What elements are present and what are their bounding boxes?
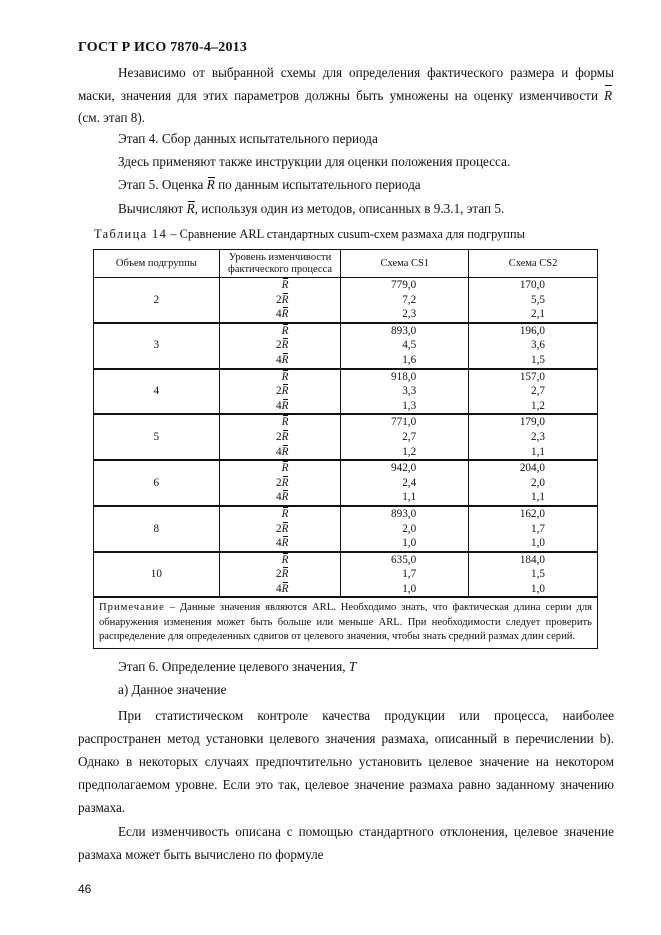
subgroup-size-cell: 8: [94, 506, 220, 552]
cs1-value-cell: 779,0: [341, 278, 469, 293]
cs1-value-cell: 1,0: [341, 582, 469, 598]
variability-level-cell: 2R: [219, 338, 341, 353]
header-subgroup-size: Объем подгруппы: [94, 250, 220, 278]
table-note-row: [94, 597, 598, 648]
table-row: [94, 460, 598, 476]
variability-level-cell: 2R: [219, 522, 341, 537]
cs2-value-cell: 2,1: [469, 307, 598, 323]
cs2-value-cell: 2,3: [469, 430, 598, 445]
subgroup-size-cell: 4: [94, 369, 220, 415]
cs2-value-cell: 2,0: [469, 476, 598, 491]
note-label: Примечание: [99, 602, 165, 614]
variability-level-cell: 2R: [219, 384, 341, 399]
table-header-row: [94, 250, 598, 278]
cs2-value-cell: 2,7: [469, 384, 598, 399]
paragraph-target-line1: При статистическом контроле качества продукции или процесса, наиболее: [118, 708, 614, 723]
paragraph-target-line4: предполагаемом уровне. Если это так, целевое значение размаха равно заданному значению: [78, 777, 614, 792]
cs1-value-cell: 2,3: [341, 307, 469, 323]
cs2-value-cell: 170,0: [469, 278, 598, 293]
cs1-value-cell: 1,2: [341, 445, 469, 461]
header-scheme-cs2: Схема CS2: [469, 250, 598, 278]
variability-level-cell: 4R: [219, 582, 341, 598]
r-bar-symbol: R: [186, 201, 195, 216]
header-variability-level: Уровень изменчивости фактического процесса: [219, 250, 341, 278]
subgroup-size-cell: 3: [94, 323, 220, 369]
variability-level-cell: R: [219, 323, 341, 339]
step4-text: Здесь применяют также инструкции для оценки положения процесса.: [118, 154, 511, 169]
cs1-value-cell: 1,3: [341, 399, 469, 415]
cs1-value-cell: 893,0: [341, 506, 469, 522]
variability-level-cell: 4R: [219, 445, 341, 461]
table-body: [94, 278, 598, 598]
cs2-value-cell: 1,5: [469, 567, 598, 582]
cs2-value-cell: 1,0: [469, 582, 598, 598]
cs1-value-cell: 942,0: [341, 460, 469, 476]
cs2-value-cell: 1,2: [469, 399, 598, 415]
page-number: 46: [78, 882, 92, 896]
target-symbol: T: [348, 659, 357, 674]
paragraph-mask-parameters-line1: Независимо от выбранной схемы для определения фактического размера и формы: [118, 65, 614, 80]
variability-level-cell: 4R: [219, 399, 341, 415]
variability-level-cell: R: [219, 460, 341, 476]
cs1-value-cell: 1,6: [341, 353, 469, 369]
step5-text: [118, 201, 504, 217]
step4-title: Этап 4. Сбор данных испытательного периода: [118, 131, 378, 146]
cs1-value-cell: 771,0: [341, 414, 469, 430]
table-caption-label: Таблица 14: [94, 227, 168, 241]
table-note: [94, 597, 598, 648]
subgroup-size-cell: 10: [94, 552, 220, 598]
variability-level-cell: 2R: [219, 293, 341, 308]
cs2-value-cell: 3,6: [469, 338, 598, 353]
cs1-value-cell: 3,3: [341, 384, 469, 399]
cs1-value-cell: 2,7: [341, 430, 469, 445]
cs1-value-cell: 2,4: [341, 476, 469, 491]
table-row: [94, 414, 598, 430]
cs1-value-cell: 1,1: [341, 490, 469, 506]
step5-title: [118, 177, 421, 193]
cs1-value-cell: 2,0: [341, 522, 469, 537]
table-row: [94, 323, 598, 339]
variability-level-cell: R: [219, 369, 341, 385]
table-caption: [94, 227, 525, 242]
paragraph-mask-parameters-line3: (см. этап 8).: [78, 110, 146, 125]
paragraph-std-dev-line1: Если изменчивость описана с помощью стандартного отклонения, целевое значение: [118, 824, 614, 839]
step6-title: [118, 659, 356, 675]
step5-text-prefix: Вычисляют: [118, 201, 184, 216]
paragraph-mask-line2-text: маски, значения для этих параметров должны быть умножены на оценку изменчивости: [78, 88, 598, 103]
step5-text-suffix: , используя один из методов, описанных в 9.3.1, этап 5.: [194, 201, 505, 216]
r-bar-symbol: R: [206, 177, 215, 192]
variability-level-cell: R: [219, 278, 341, 293]
table-row: [94, 506, 598, 522]
cs2-value-cell: 5,5: [469, 293, 598, 308]
document-header: ГОСТ Р ИСО 7870-4–2013: [78, 40, 248, 55]
variability-level-cell: 4R: [219, 490, 341, 506]
cs2-value-cell: 1,1: [469, 445, 598, 461]
item-a-given-value: а) Данное значение: [118, 682, 227, 697]
cs1-value-cell: 1,7: [341, 567, 469, 582]
table-caption-text: – Сравнение ARL стандартных cusum-схем размаха для подгруппы: [167, 227, 525, 241]
cs2-value-cell: 184,0: [469, 552, 598, 568]
arl-comparison-table: [93, 249, 598, 649]
variability-level-cell: 2R: [219, 476, 341, 491]
variability-level-cell: R: [219, 506, 341, 522]
table-row: [94, 369, 598, 385]
variability-level-cell: 4R: [219, 307, 341, 323]
table-row: [94, 278, 598, 293]
variability-level-cell: 2R: [219, 430, 341, 445]
cs1-value-cell: 4,5: [341, 338, 469, 353]
step5-title-suffix: по данным испытательного периода: [218, 177, 421, 192]
cs2-value-cell: 157,0: [469, 369, 598, 385]
r-bar-symbol: R: [604, 85, 612, 108]
variability-level-cell: R: [219, 414, 341, 430]
variability-level-cell: R: [219, 552, 341, 568]
subgroup-size-cell: 5: [94, 414, 220, 460]
cs1-value-cell: 635,0: [341, 552, 469, 568]
cs2-value-cell: 1,5: [469, 353, 598, 369]
cs2-value-cell: 1,0: [469, 536, 598, 552]
paragraph-mask-parameters-line2: [78, 85, 614, 108]
variability-level-cell: 4R: [219, 353, 341, 369]
step5-title-prefix: Этап 5. Оценка: [118, 177, 204, 192]
step6-title-prefix: Этап 6. Определение целевого значения,: [118, 659, 346, 674]
cs1-value-cell: 7,2: [341, 293, 469, 308]
cs2-value-cell: 1,7: [469, 522, 598, 537]
subgroup-size-cell: 2: [94, 278, 220, 323]
cs1-value-cell: 918,0: [341, 369, 469, 385]
note-text: – Данные значения являются ARL. Необходимо знать, что фактическая длина серии для обнаружения изменения может быть больше или меньше ARL. При необходимости следует проверить распределение для определенных сдвигов от целевого значения, чтобы знать средний размах длин серий.: [99, 602, 592, 642]
variability-level-cell: 4R: [219, 536, 341, 552]
cs1-value-cell: 893,0: [341, 323, 469, 339]
variability-level-cell: 2R: [219, 567, 341, 582]
cs2-value-cell: 204,0: [469, 460, 598, 476]
paragraph-target-line3: Однако в некоторых случаях предпочтительно установить целевое значение на некотором: [78, 754, 614, 769]
cs2-value-cell: 196,0: [469, 323, 598, 339]
paragraph-target-line2: распространен метод установки целевого значения размаха, описанный в перечислении b).: [78, 731, 614, 746]
header-scheme-cs1: Схема CS1: [341, 250, 469, 278]
subgroup-size-cell: 6: [94, 460, 220, 506]
cs1-value-cell: 1,0: [341, 536, 469, 552]
table-row: [94, 552, 598, 568]
paragraph-target-line5: размаха.: [78, 800, 126, 815]
paragraph-std-dev-line2: размаха может быть вычислено по формуле: [78, 847, 324, 862]
cs2-value-cell: 179,0: [469, 414, 598, 430]
cs2-value-cell: 1,1: [469, 490, 598, 506]
cs2-value-cell: 162,0: [469, 506, 598, 522]
